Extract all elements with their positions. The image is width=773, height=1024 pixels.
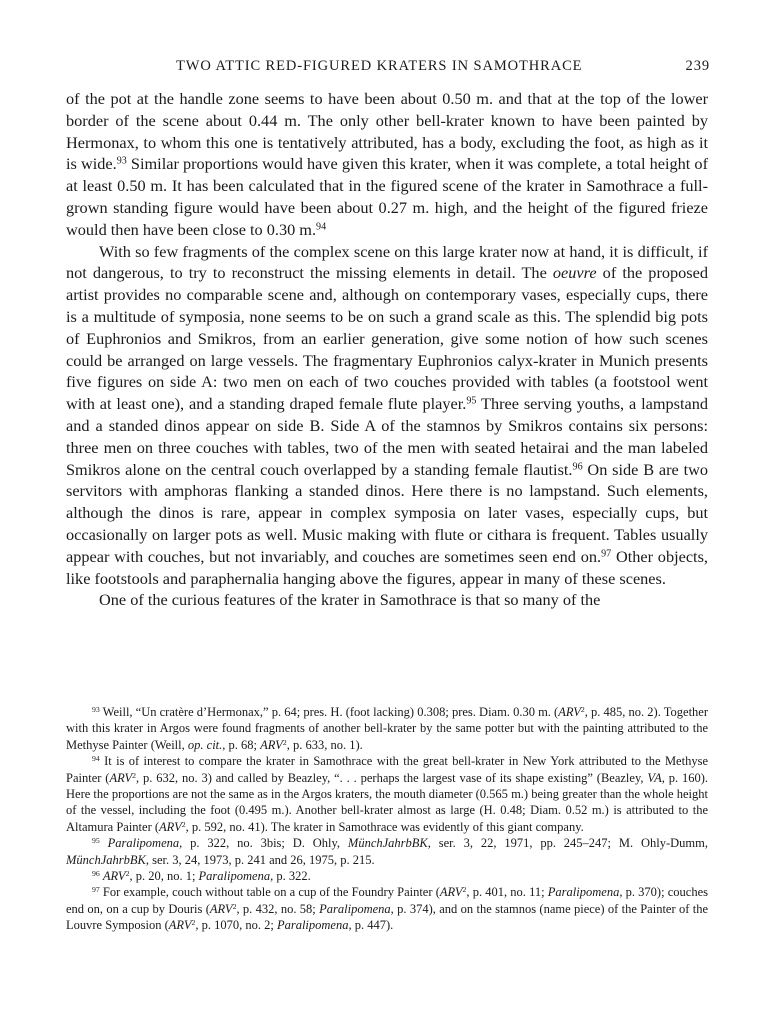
superscript: 96 [572, 461, 583, 472]
footnote [66, 753, 708, 835]
italic-text: oeuvre [552, 263, 597, 283]
footnote [66, 704, 708, 753]
text-run: , p. 322, no. 3bis; D. Ohly, [179, 836, 348, 851]
text-run: , p. 374), and on the stamnos (name piece) of the Painter of the Louvre Symposion ( [66, 901, 708, 933]
text-run: , p. 20, no. 1; [129, 869, 199, 884]
italic-text: Paralipomena [276, 918, 349, 933]
italic-text: ARV [159, 819, 182, 834]
text-run: , ser. 3, 22, 1971, pp. 245–247; M. Ohly-Dumm, [427, 836, 708, 851]
text-run: With so few fragments of the complex scene on this large krater now at hand, it is difficult, if not dangerous, to try to reconstruct the missing elements in detail. The [66, 241, 708, 283]
italic-text: Paralipomena [198, 869, 271, 884]
text-run: It is of interest to compare the krater in Samothrace with the great bell-krater in New York attributed to the Methyse Painter ( [66, 754, 708, 785]
superscript: 93 [116, 155, 127, 167]
superscript: 97 [92, 885, 100, 895]
running-title: TWO ATTIC RED-FIGURED KRATERS IN SAMOTHRACE [176, 58, 583, 74]
superscript: 2 [462, 885, 467, 895]
running-header [70, 58, 710, 78]
italic-text: MünchJahrbBK [347, 836, 428, 851]
text-run: , ser. 3, 24, 1973, p. 241 and 26, 1975, p. 215. [145, 852, 375, 867]
italic-text: op. cit. [187, 737, 223, 752]
italic-text: ARV [102, 869, 126, 884]
superscript: 97 [601, 548, 612, 560]
text-run [100, 836, 108, 850]
superscript: 94 [316, 221, 327, 233]
text-run: Weill, “Un cratère d’Hermonax,” p. 64; pres. H. (foot lacking) 0.308; pres. Diam. 0.30 m. ( [99, 705, 559, 719]
footnotes [66, 704, 708, 934]
text-run: , p. 592, no. 41). The krater in Samothrace was evidently of this giant company. [185, 819, 584, 834]
text-run: Other objects, like footstools and paraphernalia hanging above the figures, appear in many of these scenes. [66, 546, 708, 588]
superscript: 2 [191, 918, 196, 928]
superscript: 2 [232, 901, 237, 911]
text-run: Three serving youths, a lampstand and a standed dinos appear on side B. Side A of the stamnos by Smikros contains six persons: three men on three couches with tables, two of the men with seated hetairai and the man labeled Smikros alone on the central couch overlapped by a standing female flautist. [66, 394, 708, 479]
superscript: 2 [181, 819, 186, 829]
text-run: , p. 68; [222, 737, 261, 752]
italic-text: MünchJahrbBK [66, 852, 146, 867]
text-run: , p. 432, no. 58; [236, 901, 320, 916]
text-run: On side B are two servitors with amphoras flanking a standed dinos. Here there is no lampstand. Such elements, although the dinos is rare, appear in complex symposia on later vases, especially cups, but occasionally on larger pots as well. Music making with flute or cithara is frequent. Tables usually appear with couches, but not invariably, and couches are sometimes seen end on. [66, 459, 709, 566]
footnote [66, 868, 708, 884]
text-run: One of the curious features of the krater in Samothrace is that so many of the [99, 590, 601, 610]
superscript: 94 [92, 753, 100, 763]
superscript: 95 [466, 395, 477, 407]
text-run: , p. 401, no. 11; [466, 885, 548, 900]
text-run: , p. 370); couches end on, on a cup by Douris ( [66, 885, 708, 916]
italic-text: ARV [558, 705, 581, 719]
italic-text: Paralipomena [107, 836, 180, 851]
text-run: , p. 633, no. 1). [286, 737, 363, 752]
text-run: , p. 485, no. 2). Together with this krater in Argos were found fragments of another bell-krater by the same potter but with the painting attributed to the Methyse Painter (Weill, [66, 705, 708, 752]
italic-text: VA [647, 770, 662, 785]
italic-text: ARV [209, 901, 233, 916]
italic-text: ARV [168, 918, 192, 933]
italic-text: Paralipomena [547, 885, 620, 900]
text-run: , p. 160). Here the proportions are not the same as in the Argos kraters, the mouth diameter (0.565 m.) being greater than the whole height of the vessel, including the foot (0.495 m.). Another bell-krater almost as large (H. 0.48; Diam. 0.52 m.) is attributed to the Altamura Painter ( [66, 770, 708, 834]
text-run: , p. 322. [270, 869, 311, 884]
page-number: 239 [685, 58, 710, 74]
text-run: , p. 447). [348, 918, 394, 933]
italic-text: ARV [260, 737, 283, 752]
italic-text: Paralipomena [319, 901, 391, 916]
italic-text: ARV [109, 770, 133, 785]
text-run: For example, couch without table on a cup of the Foundry Painter ( [99, 885, 440, 900]
main-text [66, 88, 708, 611]
superscript: 95 [92, 836, 100, 845]
superscript: 2 [125, 868, 130, 878]
superscript: 2 [132, 770, 136, 780]
superscript: 2 [282, 737, 287, 747]
footnote [66, 884, 708, 933]
text-run: , p. 1070, no. 2; [195, 918, 277, 933]
superscript: 2 [580, 704, 585, 714]
paragraph [66, 589, 708, 611]
text-run: Similar proportions would have given this krater, when it was complete, a total height of at least 0.50 m. It has been calculated that in the figured scene of the krater in Samothrace a full-grown standing figure would have been about 0.27 m. high, and the height of the figured frieze would then have been close to 0.30 m. [66, 154, 708, 239]
text-run: of the proposed artist provides no comparable scene and, although on contemporary vases, especially cups, there is a multitude of symposia, none seems to be on such a grand scale as this. The splendid big pots of Euphronios and Smikros, from an earlier generation, give some notion of how such scenes could be arranged on large vessels. The fragmentary Euphronios calyx-krater in Munich presents five figures on side A: two men on each of two couches provided with tables (a footstool went with at least one), and a standing draped female flute player. [66, 263, 708, 414]
paragraph [66, 88, 708, 241]
italic-text: ARV [439, 885, 463, 900]
footnote [66, 835, 708, 868]
superscript: 93 [92, 704, 100, 714]
text-run: of the pot at the handle zone seems to have been about 0.50 m. and that at the top of the lower border of the scene about 0.44 m. The only other bell-krater known to have been painted by Hermonax, to whom this one is tentatively attributed, has a body, excluding the foot, as high as it is wide. [66, 89, 708, 174]
paragraph [66, 241, 708, 590]
text-run: , p. 632, no. 3) and called by Beazley, “. . . perhaps the largest vase of its shape existing” (Beazley, [136, 770, 648, 785]
superscript: 96 [92, 868, 100, 878]
